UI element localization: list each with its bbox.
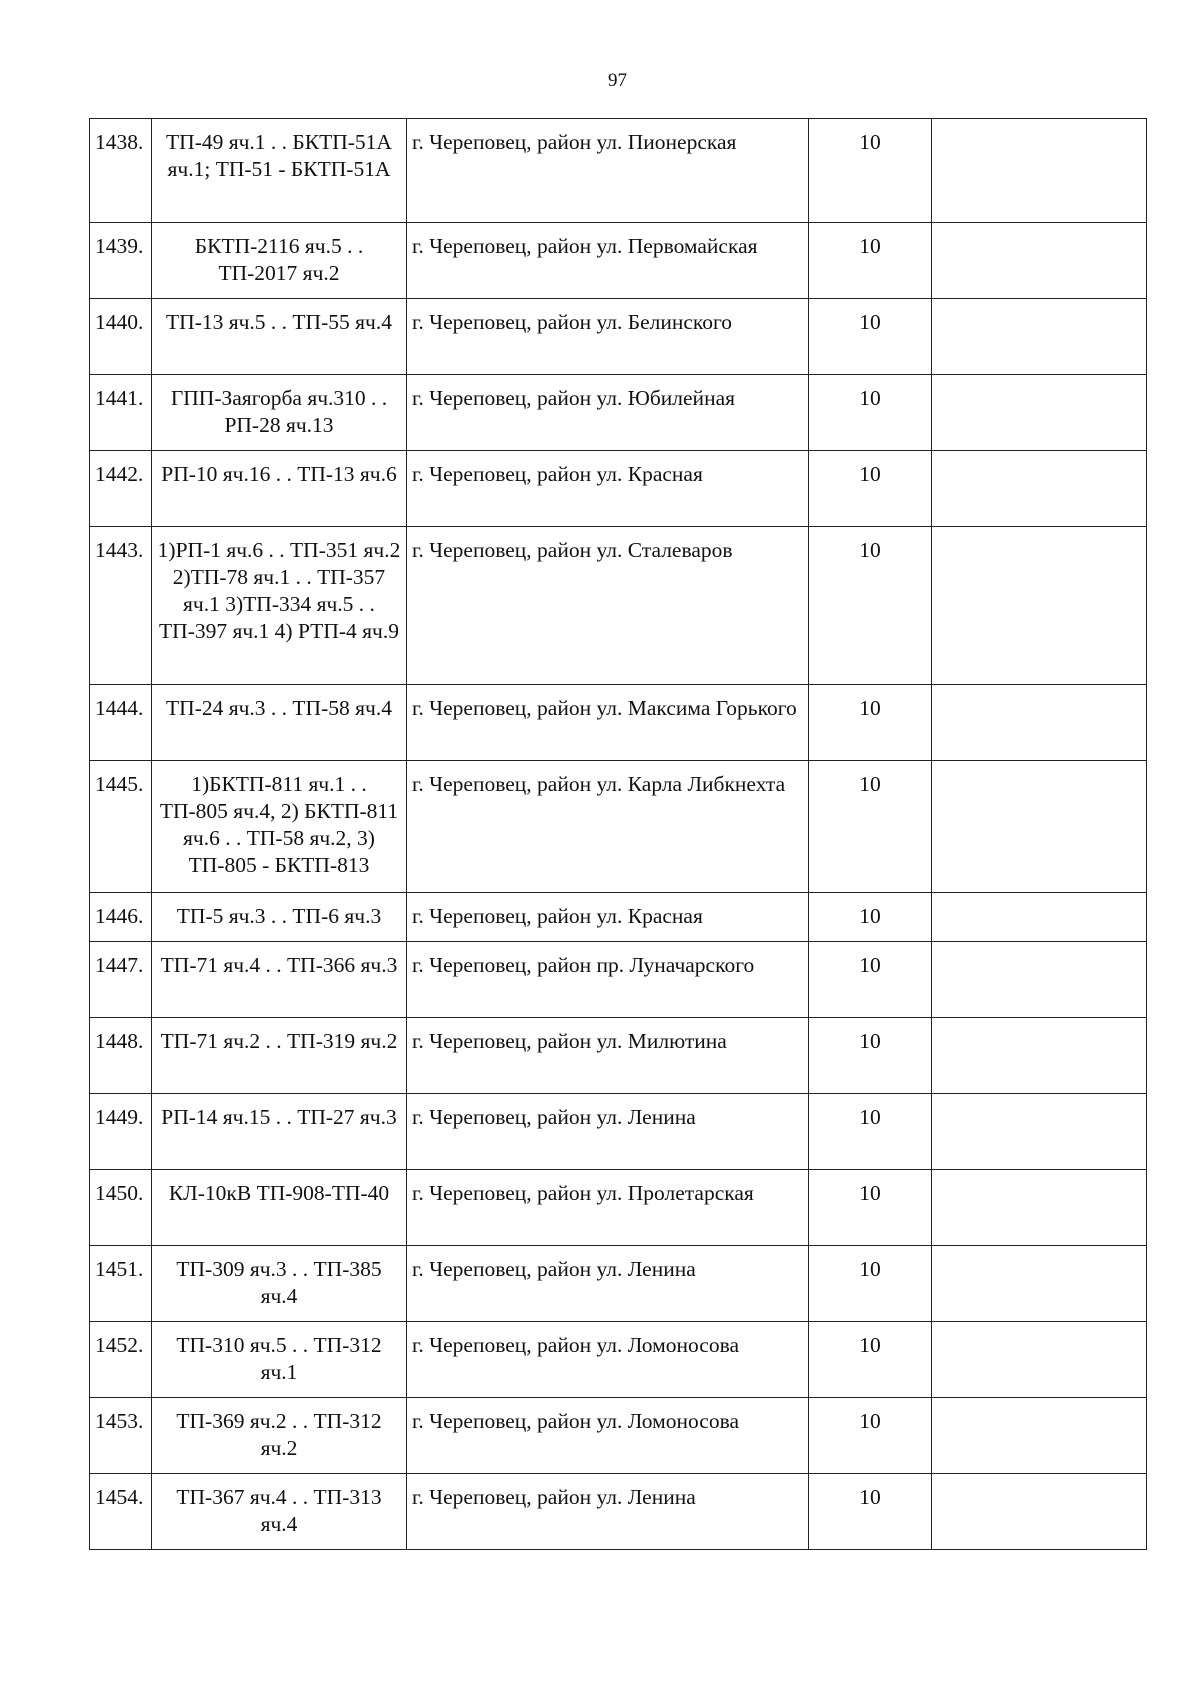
row-number-cell: 1447. bbox=[90, 942, 152, 1018]
table-row bbox=[90, 1474, 1147, 1550]
address-cell: г. Череповец, район ул. Ломоносова bbox=[407, 1322, 809, 1398]
voltage-cell: 10 bbox=[809, 942, 932, 1018]
voltage-cell: 10 bbox=[809, 893, 932, 942]
page-number: 97 bbox=[608, 70, 627, 91]
cable-line-cell: РП-10 яч.16 . . ТП-13 яч.6 bbox=[152, 451, 407, 527]
note-cell bbox=[932, 1018, 1147, 1094]
row-number-cell: 1444. bbox=[90, 685, 152, 761]
address-cell: г. Череповец, район ул. Ленина bbox=[407, 1474, 809, 1550]
address-cell: г. Череповец, район ул. Карла Либкнехта bbox=[407, 761, 809, 893]
voltage-cell: 10 bbox=[809, 1474, 932, 1550]
note-cell bbox=[932, 451, 1147, 527]
table-row bbox=[90, 1018, 1147, 1094]
row-number-cell: 1450. bbox=[90, 1170, 152, 1246]
table-row bbox=[90, 893, 1147, 942]
address-cell: г. Череповец, район ул. Пролетарская bbox=[407, 1170, 809, 1246]
row-number-cell: 1448. bbox=[90, 1018, 152, 1094]
voltage-cell: 10 bbox=[809, 761, 932, 893]
table-row bbox=[90, 375, 1147, 451]
note-cell bbox=[932, 119, 1147, 223]
note-cell bbox=[932, 761, 1147, 893]
table-row bbox=[90, 1170, 1147, 1246]
row-number-cell: 1453. bbox=[90, 1398, 152, 1474]
voltage-cell: 10 bbox=[809, 1398, 932, 1474]
table-body bbox=[90, 119, 1147, 1550]
note-cell bbox=[932, 1322, 1147, 1398]
address-cell: г. Череповец, район ул. Пионерская bbox=[407, 119, 809, 223]
note-cell bbox=[932, 1094, 1147, 1170]
cable-line-cell: ТП-49 яч.1 . . БКТП-51А яч.1; ТП-51 - БКТП-51А bbox=[152, 119, 407, 223]
note-cell bbox=[932, 685, 1147, 761]
address-cell: г. Череповец, район ул. Красная bbox=[407, 893, 809, 942]
row-number-cell: 1452. bbox=[90, 1322, 152, 1398]
table-row bbox=[90, 1398, 1147, 1474]
row-number-cell: 1439. bbox=[90, 223, 152, 299]
cable-line-cell: РП-14 яч.15 . . ТП-27 яч.3 bbox=[152, 1094, 407, 1170]
table-row bbox=[90, 119, 1147, 223]
table-row bbox=[90, 223, 1147, 299]
row-number-cell: 1443. bbox=[90, 527, 152, 685]
row-number-cell: 1440. bbox=[90, 299, 152, 375]
cable-line-cell: ГПП-Заягорба яч.310 . . РП-28 яч.13 bbox=[152, 375, 407, 451]
address-cell: г. Череповец, район ул. Сталеваров bbox=[407, 527, 809, 685]
row-number-cell: 1454. bbox=[90, 1474, 152, 1550]
voltage-cell: 10 bbox=[809, 1170, 932, 1246]
table-row bbox=[90, 1246, 1147, 1322]
note-cell bbox=[932, 942, 1147, 1018]
row-number-cell: 1441. bbox=[90, 375, 152, 451]
cable-line-cell: 1)РП-1 яч.6 . . ТП-351 яч.2 2)ТП-78 яч.1 . . ТП-357 яч.1 3)ТП-334 яч.5 . . ТП-397 яч.1 4) РТП-4 яч.9 bbox=[152, 527, 407, 685]
row-number-cell: 1442. bbox=[90, 451, 152, 527]
cable-line-cell: ТП-310 яч.5 . . ТП-312 яч.1 bbox=[152, 1322, 407, 1398]
voltage-cell: 10 bbox=[809, 1246, 932, 1322]
row-number-cell: 1451. bbox=[90, 1246, 152, 1322]
voltage-cell: 10 bbox=[809, 119, 932, 223]
table-row bbox=[90, 451, 1147, 527]
note-cell bbox=[932, 1246, 1147, 1322]
cable-line-cell: ТП-13 яч.5 . . ТП-55 яч.4 bbox=[152, 299, 407, 375]
address-cell: г. Череповец, район ул. Красная bbox=[407, 451, 809, 527]
address-cell: г. Череповец, район пр. Луначарского bbox=[407, 942, 809, 1018]
table-row bbox=[90, 1094, 1147, 1170]
row-number-cell: 1446. bbox=[90, 893, 152, 942]
note-cell bbox=[932, 223, 1147, 299]
cable-line-cell: ТП-367 яч.4 . . ТП-313 яч.4 bbox=[152, 1474, 407, 1550]
address-cell: г. Череповец, район ул. Белинского bbox=[407, 299, 809, 375]
row-number-cell: 1438. bbox=[90, 119, 152, 223]
cable-line-cell: ТП-71 яч.4 . . ТП-366 яч.3 bbox=[152, 942, 407, 1018]
address-cell: г. Череповец, район ул. Первомайская bbox=[407, 223, 809, 299]
cable-line-cell: БКТП-2116 яч.5 . . ТП-2017 яч.2 bbox=[152, 223, 407, 299]
cable-line-cell: 1)БКТП-811 яч.1 . . ТП-805 яч.4, 2) БКТП-811 яч.6 . . ТП-58 яч.2, 3) ТП-805 - БКТП-813 bbox=[152, 761, 407, 893]
voltage-cell: 10 bbox=[809, 1094, 932, 1170]
address-cell: г. Череповец, район ул. Милютина bbox=[407, 1018, 809, 1094]
address-cell: г. Череповец, район ул. Максима Горького bbox=[407, 685, 809, 761]
address-cell: г. Череповец, район ул. Ленина bbox=[407, 1094, 809, 1170]
cable-line-cell: КЛ-10кВ ТП-908-ТП-40 bbox=[152, 1170, 407, 1246]
row-number-cell: 1449. bbox=[90, 1094, 152, 1170]
cable-line-cell: ТП-24 яч.3 . . ТП-58 яч.4 bbox=[152, 685, 407, 761]
voltage-cell: 10 bbox=[809, 527, 932, 685]
table-row bbox=[90, 1322, 1147, 1398]
address-cell: г. Череповец, район ул. Ломоносова bbox=[407, 1398, 809, 1474]
note-cell bbox=[932, 1474, 1147, 1550]
voltage-cell: 10 bbox=[809, 223, 932, 299]
table-row bbox=[90, 299, 1147, 375]
note-cell bbox=[932, 375, 1147, 451]
voltage-cell: 10 bbox=[809, 451, 932, 527]
voltage-cell: 10 bbox=[809, 1018, 932, 1094]
table-row bbox=[90, 942, 1147, 1018]
address-cell: г. Череповец, район ул. Ленина bbox=[407, 1246, 809, 1322]
table-row bbox=[90, 527, 1147, 685]
cable-line-cell: ТП-369 яч.2 . . ТП-312 яч.2 bbox=[152, 1398, 407, 1474]
address-cell: г. Череповец, район ул. Юбилейная bbox=[407, 375, 809, 451]
note-cell bbox=[932, 893, 1147, 942]
note-cell bbox=[932, 299, 1147, 375]
voltage-cell: 10 bbox=[809, 685, 932, 761]
note-cell bbox=[932, 1398, 1147, 1474]
note-cell bbox=[932, 1170, 1147, 1246]
cable-line-cell: ТП-71 яч.2 . . ТП-319 яч.2 bbox=[152, 1018, 407, 1094]
cable-line-cell: ТП-5 яч.3 . . ТП-6 яч.3 bbox=[152, 893, 407, 942]
cable-lines-table bbox=[89, 118, 1147, 1550]
table-row bbox=[90, 761, 1147, 893]
voltage-cell: 10 bbox=[809, 1322, 932, 1398]
voltage-cell: 10 bbox=[809, 375, 932, 451]
cable-line-cell: ТП-309 яч.3 . . ТП-385 яч.4 bbox=[152, 1246, 407, 1322]
table-row bbox=[90, 685, 1147, 761]
voltage-cell: 10 bbox=[809, 299, 932, 375]
row-number-cell: 1445. bbox=[90, 761, 152, 893]
note-cell bbox=[932, 527, 1147, 685]
